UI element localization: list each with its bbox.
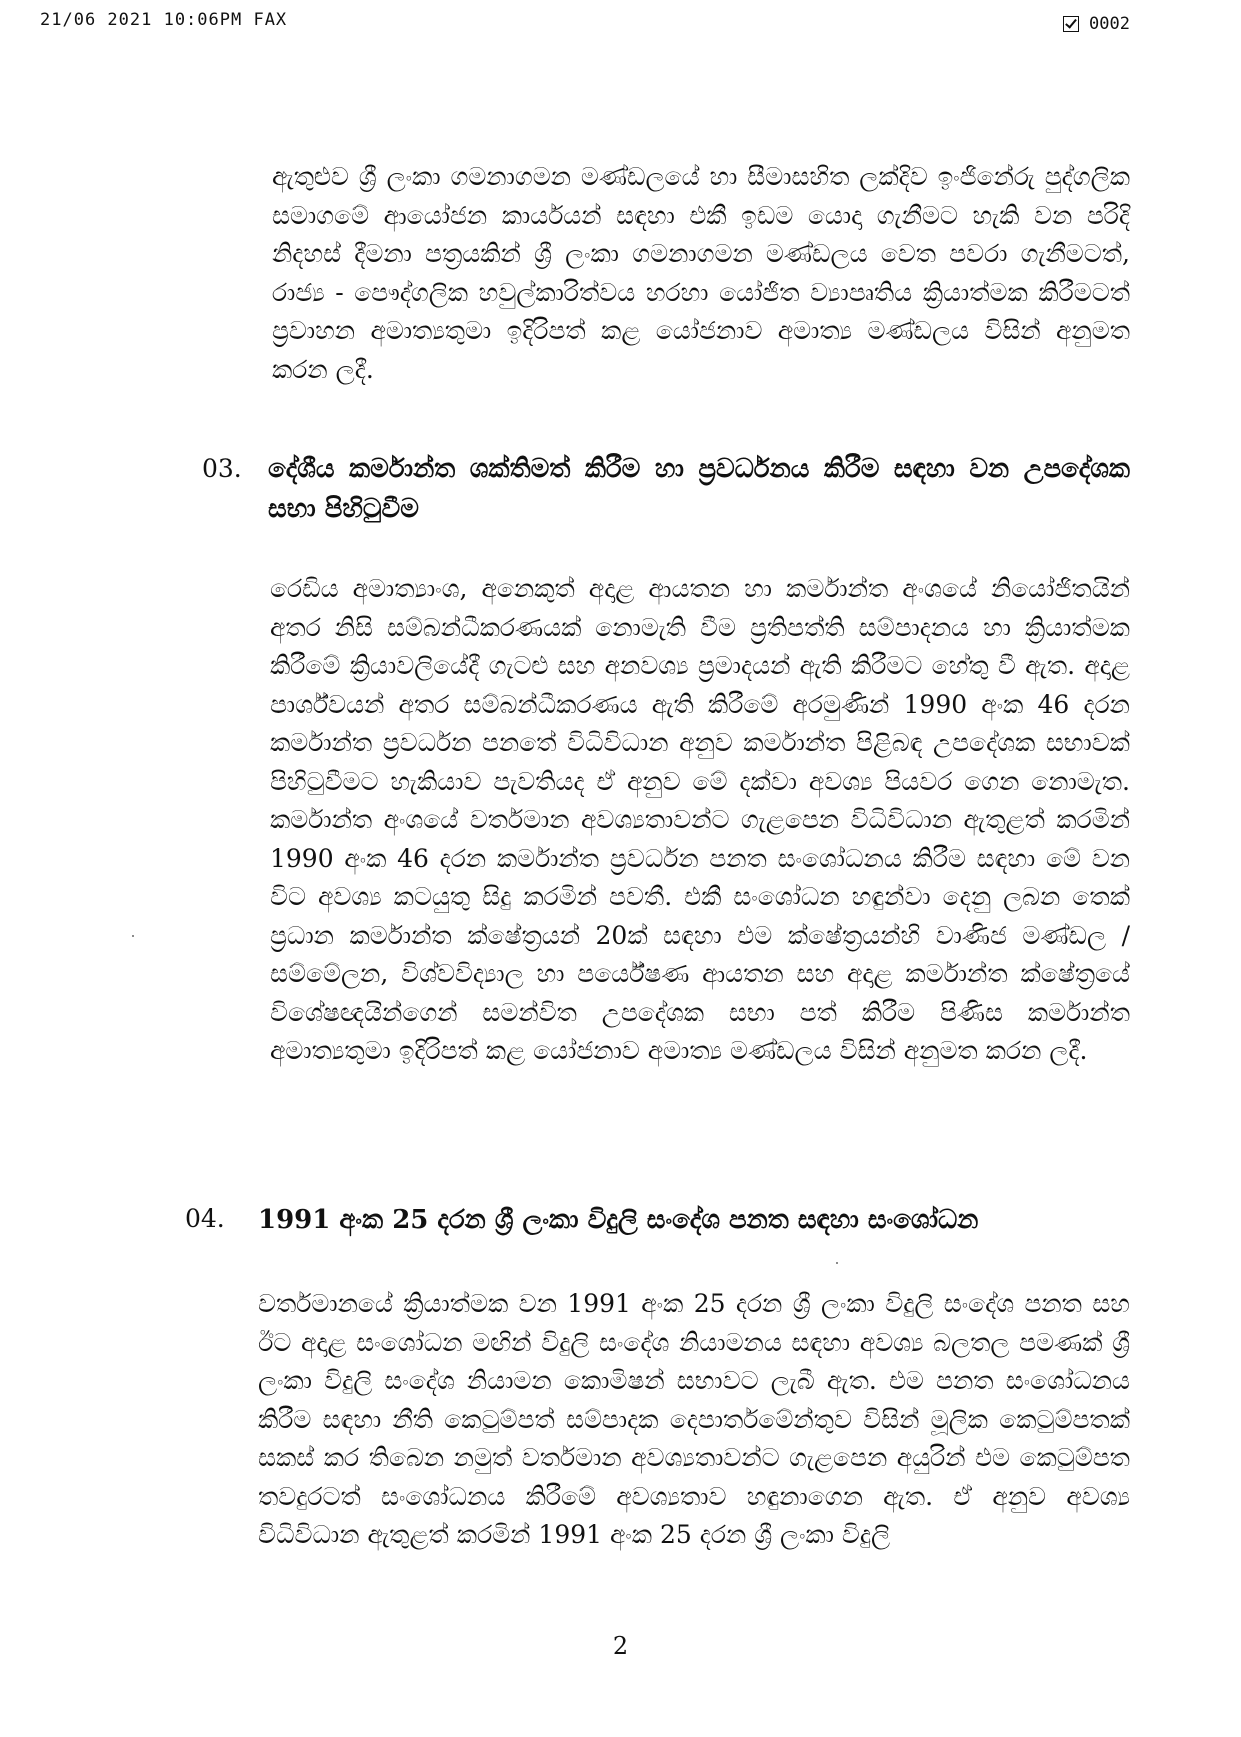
fax-timestamp: 21/06 2021 10:06PM FAX — [40, 10, 288, 30]
paragraph-continuation: ඇතුළුව ශ්‍රී ලංකා ගමනාගමන මණ්ඩලයේ හා සීමාසහිත ලක්දිව ඉංජිනේරු පුද්ගලික සමාගමේ ආයෝජන කාර්යයන් සඳහා එකී ඉඩම යොදා ගැනීමට හැකි වන පරිදි නිදහස් දීමනා පත්‍රයකින් ශ්‍රී ලංකා ගමනාගමන මණ්ඩලය වෙත පවරා ගැනීමටත්, රාජ්‍ය - පෞද්ගලික හවුල්කාරිත්වය හරහා යෝජිත ව්‍යාපෘතිය ක්‍රියාත්මක කිරීමටත් ප්‍රවාහන අමාත්‍යතුමා ඉදිරිපත් කළ යෝජනාව අමාත්‍ය මණ්ඩලය විසින් අනුමත කරන ලදී. — [272, 162, 1130, 384]
fax-page-indicator — [1063, 14, 1130, 34]
section-body: රෙඩිය අමාත්‍යාංශ, අනෙකුත් අදාළ ආයතන හා කර්මාන්ත අංශයේ නියෝජිතයින් අතර නිසි සම්බන්ධීකරණයක් නොමැති වීම ප්‍රතිපත්ති සම්පාදනය හා ක්‍රියාත්මක කිරීමේ ක්‍රියාවලියේදී ගැටළු සහ අනවශ්‍ය ප්‍රමාදයන් ඇති කිරීමට හේතු වී ඇත. අදාළ පාර්ශ්වයන් අතර සම්බන්ධීකරණය ඇති කිරීමේ අරමුණින් 1990 අංක 46 දරන කර්මාන්ත ප්‍රවර්ධන පනතේ විධිවිධාන අනුව කර්මාන්ත පිළිබඳ උපදේශක සභාවක් පිහිටුවීමට හැකියාව පැවතියද ඒ අනුව මේ දක්වා අවශ්‍ය පියවර ගෙන නොමැත. කර්මාන්ත අංශයේ වර්තමාන අවශ්‍යතාවන්ට ගැළපෙන විධිවිධාන ඇතුළත් කරමින් 1990 අංක 46 දරන කර්මාන්ත ප්‍රවර්ධන පනත සංශෝධනය කිරීම සඳහා මේ වන විට අවශ්‍ය කටයුතු සිදු කරමින් පවතී. එකී සංශෝධන හඳුන්වා දෙනු ලබන තෙක් ප්‍රධාන කර්මාන්ත ක්ෂේත්‍රයන් 20ක් සඳහා එම ක්ෂේත්‍රයන්හි වාණිජ මණ්ඩල / සම්මේලන, විශ්වවිද්‍යාල හා පර්යේෂණ ආයතන සහ අදාළ කර්මාන්ත ක්ෂේත්‍රයේ විශේෂඥයින්ගෙන් සමන්විත උපදේශක සභා පත් කිරීම පිණිස කර්මාන්ත අමාත්‍යතුමා ඉදිරිපත් කළ යෝජනාව අමාත්‍ය මණ්ඩලය විසින් අනුමත කරන ලදී. — [270, 574, 1130, 1065]
section-body: වර්තමානයේ ක්‍රියාත්මක වන 1991 අංක 25 දරන ශ්‍රී ලංකා විදුලි සංදේශ පනත සහ ඊට අදාළ සංශෝධන මඟින් විදුලි සංදේශ නියාමනය සඳහා අවශ්‍ය බලතල පමණක් ශ්‍රී ලංකා විදුලි සංදේශ නියාමන කොමිෂන් සභාවට ලැබී ඇත. එම පනත සංශෝධනය කිරීම සඳහා නීති කෙටුම්පත් සම්පාදක දෙපාර්තමේන්තුව විසින් මූලික කෙටුම්පතක් සකස් කර තිබෙන නමුත් වර්තමාන අවශ්‍යතාවන්ට ගැළපෙන අයුරින් එම කෙටුම්පත තවදුරටත් සංශෝධනය කිරීමේ අවශ්‍යතාව හඳුනාගෙන ඇත. ඒ අනුව අවශ්‍ය විධිවිධාන ඇතුළත් කරමින් 1991 අංක 25 දරන ශ්‍රී ලංකා විදුලි — [258, 1289, 1130, 1549]
section-number: 04. — [185, 1204, 225, 1233]
checkbox-icon — [1063, 16, 1079, 32]
fax-header — [40, 10, 1130, 36]
section-heading: දේශීය කර්මාන්ත ශක්තිමත් කිරීම හා ප්‍රවර්ධනය කිරීම සඳහා වන උපදේශක සභා පිහිටුවීම — [268, 454, 1130, 524]
scan-speck — [836, 1262, 838, 1264]
section-heading: 1991 අංක 25 දරන ශ්‍රී ලංකා විදුලි සංදේශ පනත සඳහා සංශෝධන — [258, 1205, 979, 1235]
fax-page-code: 0002 — [1089, 14, 1130, 34]
scan-speck — [132, 935, 134, 937]
section-number: 03. — [202, 454, 242, 483]
page-number: 2 — [612, 1632, 629, 1660]
